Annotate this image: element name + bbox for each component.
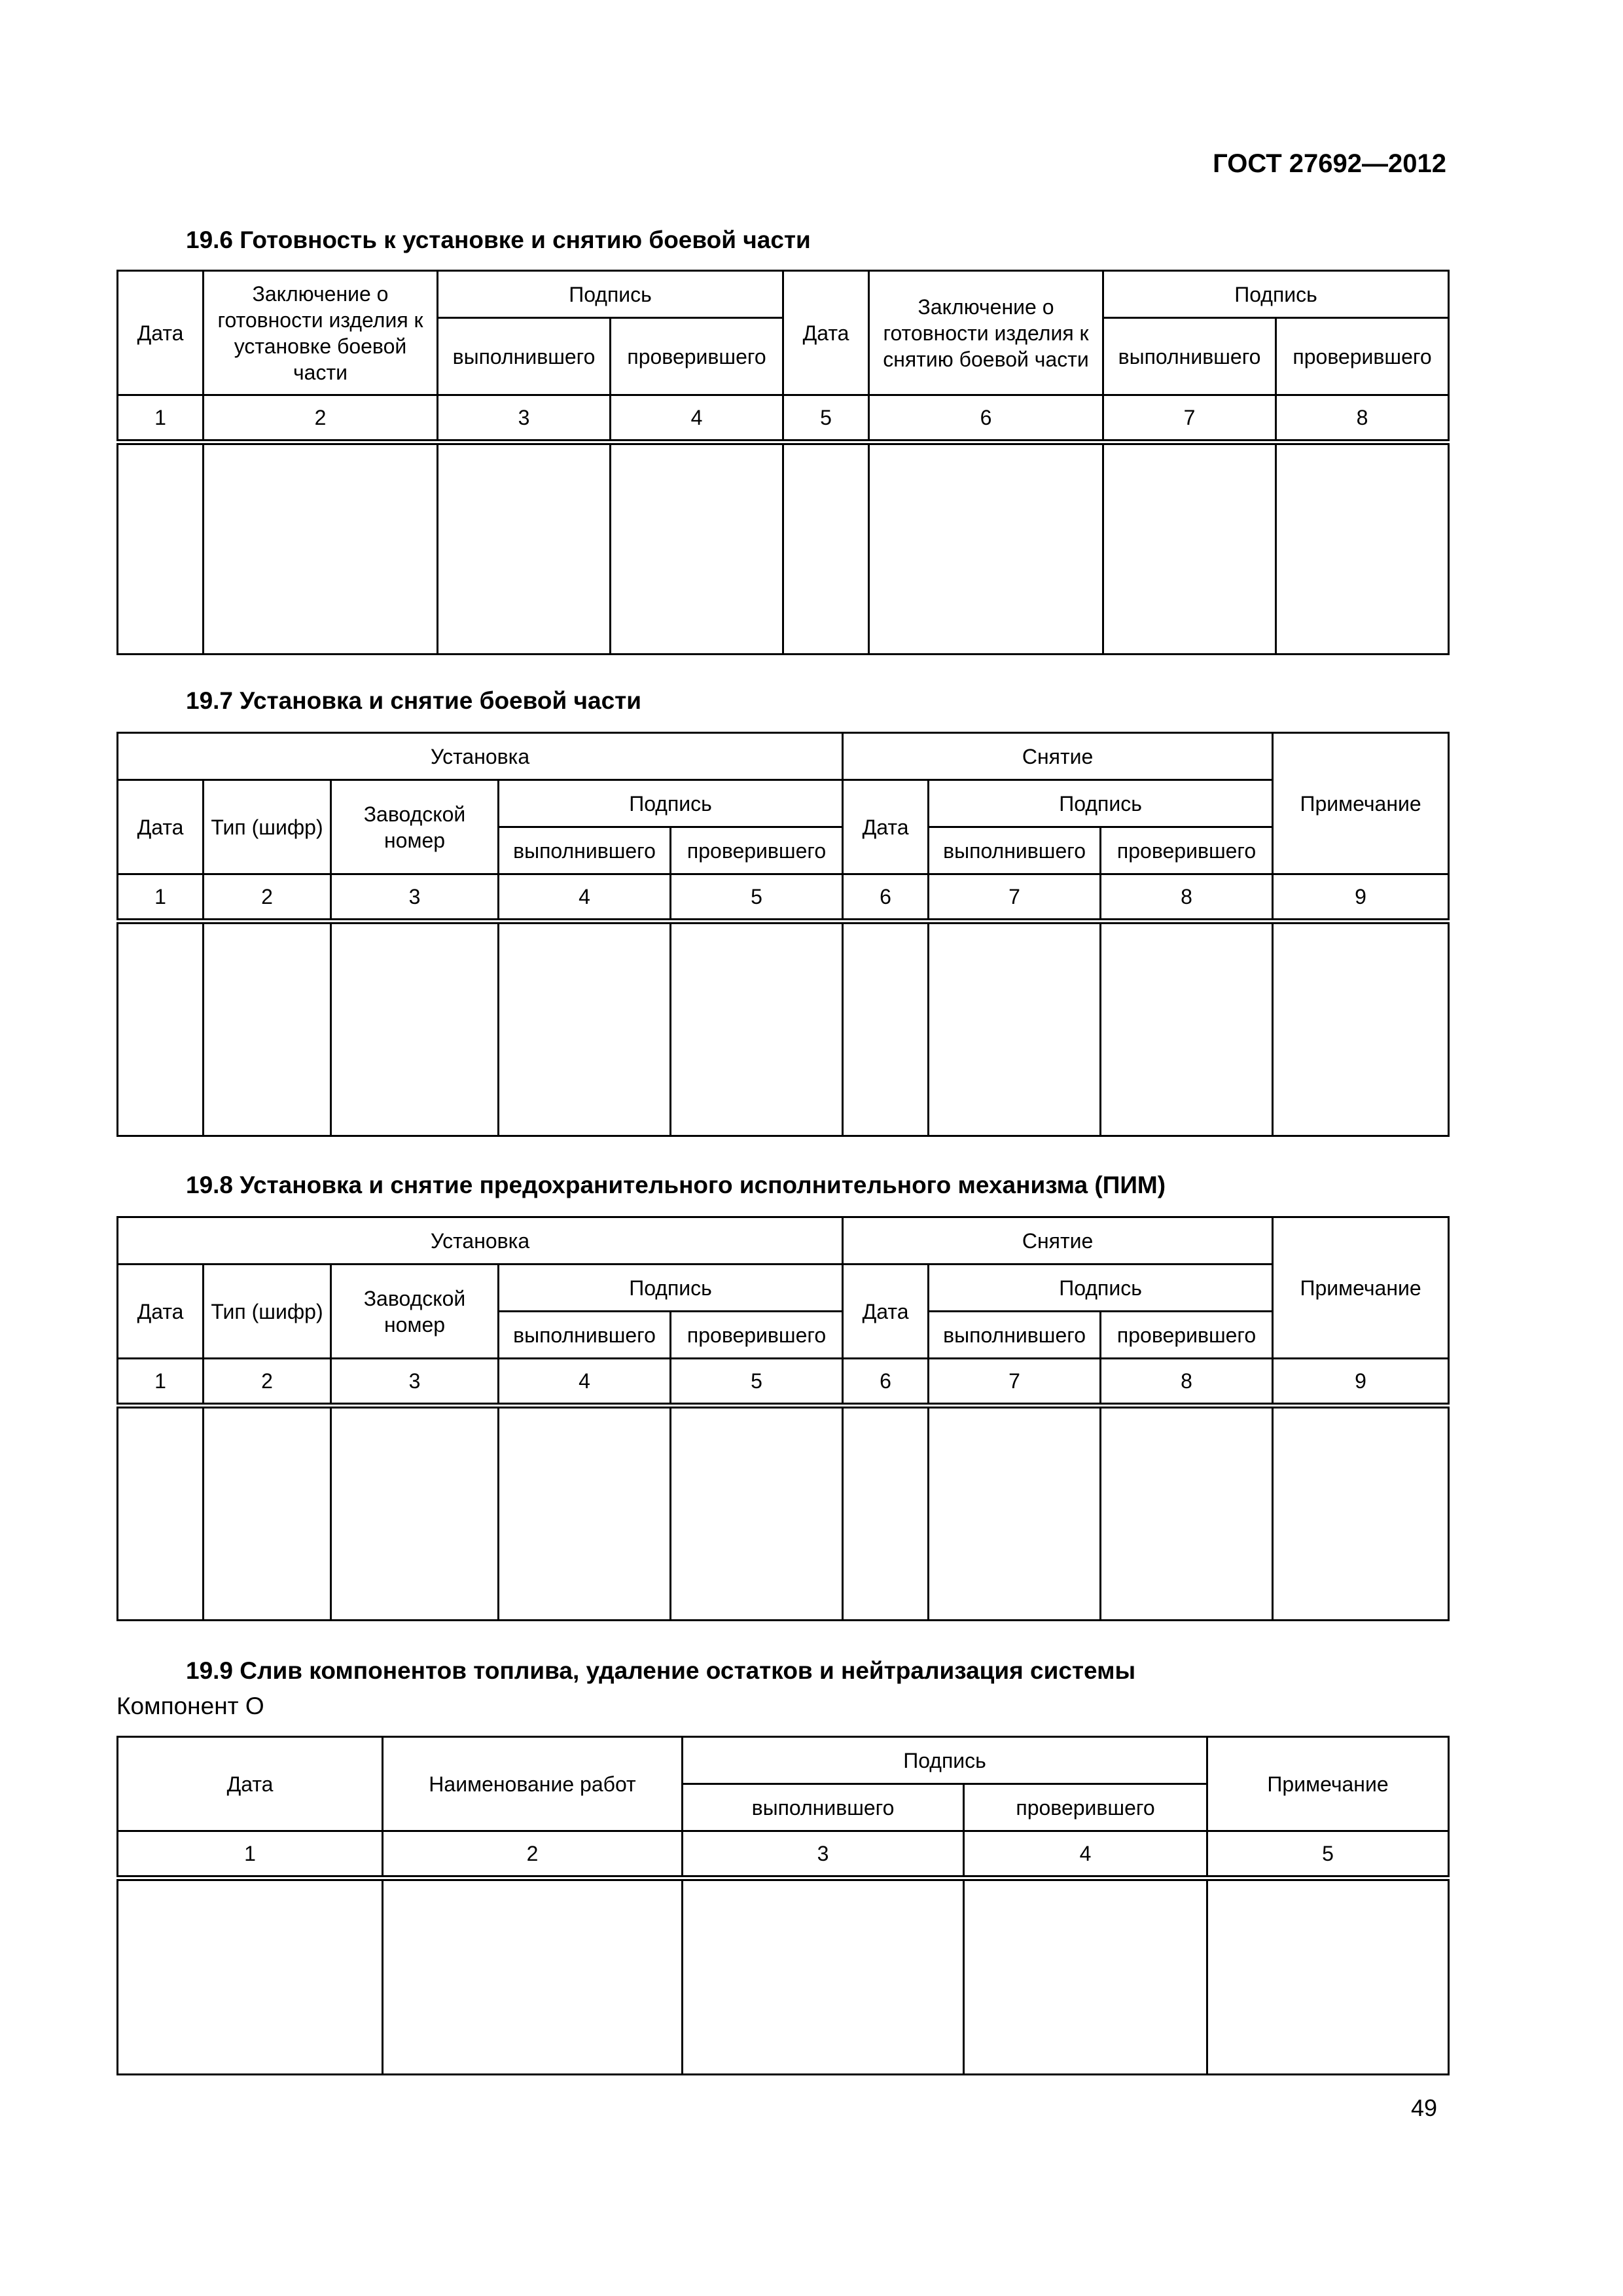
col-number: 4: [499, 1359, 671, 1406]
col-date-header: Дата: [118, 780, 204, 874]
col-remove-conclusion-header: Заключение о готовности изделия к снятию боевой части: [869, 271, 1103, 395]
col-install-conclusion-header: Заключение о готовности изделия к установке боевой части: [204, 271, 438, 395]
col-date-header: Дата: [118, 1737, 383, 1831]
col-signature-header: Подпись: [438, 271, 783, 318]
entry-cell[interactable]: [683, 1878, 964, 2075]
col-serial-header: Заводской номер: [331, 780, 499, 874]
col-checker-header: проверившего: [671, 827, 843, 874]
col-signature-header: Подпись: [1103, 271, 1449, 318]
col-number: 9: [1273, 1359, 1449, 1406]
col-number: 1: [118, 1359, 204, 1406]
col-number: 7: [929, 1359, 1101, 1406]
entry-cell[interactable]: [611, 442, 783, 655]
entry-cell[interactable]: [383, 1878, 683, 2075]
col-performer-header: выполнившего: [929, 827, 1101, 874]
entry-cell[interactable]: [869, 442, 1103, 655]
col-type-header: Тип (шифр): [204, 780, 331, 874]
col-number: 1: [118, 1831, 383, 1878]
table-19-6: [116, 270, 1450, 655]
col-signature-header: Подпись: [683, 1737, 1207, 1784]
col-install-header: Установка: [118, 733, 843, 780]
col-performer-header: выполнившего: [438, 318, 611, 395]
entry-cell[interactable]: [1276, 442, 1449, 655]
col-number: 8: [1101, 1359, 1273, 1406]
col-date-header: Дата: [843, 780, 929, 874]
entry-cell[interactable]: [783, 442, 869, 655]
section-19-7-title: 19.7 Установка и снятие боевой части: [186, 687, 642, 714]
col-performer-header: выполнившего: [499, 1312, 671, 1359]
col-number: 3: [683, 1831, 964, 1878]
col-number: 8: [1276, 395, 1449, 442]
col-date-header: Дата: [118, 271, 204, 395]
entry-cell[interactable]: [118, 442, 204, 655]
col-number: 4: [499, 874, 671, 922]
col-number: 5: [671, 874, 843, 922]
entry-cell[interactable]: [1207, 1878, 1449, 2075]
col-number: 5: [783, 395, 869, 442]
entry-cell[interactable]: [671, 1406, 843, 1621]
col-checker-header: проверившего: [1276, 318, 1449, 395]
col-number: 4: [964, 1831, 1207, 1878]
col-note-header: Примечание: [1273, 733, 1449, 874]
col-checker-header: проверившего: [671, 1312, 843, 1359]
entry-cell[interactable]: [929, 1406, 1101, 1621]
entry-cell[interactable]: [843, 1406, 929, 1621]
col-number: 7: [929, 874, 1101, 922]
col-performer-header: выполнившего: [1103, 318, 1276, 395]
page-number: 49: [1410, 2094, 1437, 2121]
col-number: 2: [204, 395, 438, 442]
entry-cell[interactable]: [204, 1406, 331, 1621]
col-note-header: Примечание: [1273, 1217, 1449, 1359]
entry-cell[interactable]: [331, 1406, 499, 1621]
col-checker-header: проверившего: [611, 318, 783, 395]
entry-cell[interactable]: [118, 922, 204, 1136]
col-performer-header: выполнившего: [499, 827, 671, 874]
col-number: 6: [869, 395, 1103, 442]
entry-cell[interactable]: [204, 442, 438, 655]
standard-code: ГОСТ 27692—2012: [1213, 149, 1446, 178]
col-number: 8: [1101, 874, 1273, 922]
col-number: 1: [118, 874, 204, 922]
col-performer-header: выполнившего: [929, 1312, 1101, 1359]
entry-cell[interactable]: [843, 922, 929, 1136]
col-work-name-header: Наименование работ: [383, 1737, 683, 1831]
entry-cell[interactable]: [499, 922, 671, 1136]
entry-cell[interactable]: [1101, 922, 1273, 1136]
col-signature-header: Подпись: [499, 1265, 843, 1312]
table-19-7: [116, 732, 1450, 1137]
col-number: 3: [331, 1359, 499, 1406]
col-performer-header: выполнившего: [683, 1784, 964, 1831]
col-removal-header: Снятие: [843, 1217, 1273, 1265]
col-number: 4: [611, 395, 783, 442]
col-number: 2: [204, 874, 331, 922]
col-number: 2: [383, 1831, 683, 1878]
col-number: 5: [671, 1359, 843, 1406]
component-label: Компонент О: [116, 1693, 264, 1719]
col-number: 5: [1207, 1831, 1449, 1878]
col-number: 2: [204, 1359, 331, 1406]
col-signature-header: Подпись: [929, 780, 1273, 827]
entry-cell[interactable]: [671, 922, 843, 1136]
col-type-header: Тип (шифр): [204, 1265, 331, 1359]
col-note-header: Примечание: [1207, 1737, 1449, 1831]
col-checker-header: проверившего: [964, 1784, 1207, 1831]
entry-cell[interactable]: [964, 1878, 1207, 2075]
table-19-9: [116, 1736, 1450, 2075]
entry-cell[interactable]: [118, 1878, 383, 2075]
col-number: 3: [438, 395, 611, 442]
col-date-header: Дата: [118, 1265, 204, 1359]
col-number: 7: [1103, 395, 1276, 442]
entry-cell[interactable]: [1103, 442, 1276, 655]
entry-cell[interactable]: [438, 442, 611, 655]
entry-cell[interactable]: [1101, 1406, 1273, 1621]
col-number: 1: [118, 395, 204, 442]
col-removal-header: Снятие: [843, 733, 1273, 780]
col-signature-header: Подпись: [499, 780, 843, 827]
col-number: 3: [331, 874, 499, 922]
entry-cell[interactable]: [1273, 922, 1449, 1136]
col-serial-header: Заводской номер: [331, 1265, 499, 1359]
col-date-header: Дата: [783, 271, 869, 395]
col-date-header: Дата: [843, 1265, 929, 1359]
entry-cell[interactable]: [929, 922, 1101, 1136]
col-checker-header: проверившего: [1101, 827, 1273, 874]
col-signature-header: Подпись: [929, 1265, 1273, 1312]
entry-cell[interactable]: [204, 922, 331, 1136]
table-19-8: [116, 1216, 1450, 1621]
col-number: 6: [843, 874, 929, 922]
entry-cell[interactable]: [118, 1406, 204, 1621]
col-install-header: Установка: [118, 1217, 843, 1265]
entry-cell[interactable]: [499, 1406, 671, 1621]
section-19-9-title: 19.9 Слив компонентов топлива, удаление остатков и нейтрализация системы: [186, 1657, 1136, 1684]
col-number: 6: [843, 1359, 929, 1406]
col-checker-header: проверившего: [1101, 1312, 1273, 1359]
col-number: 9: [1273, 874, 1449, 922]
section-19-8-title: 19.8 Установка и снятие предохранительного исполнительного механизма (ПИМ): [186, 1172, 1166, 1198]
entry-cell[interactable]: [1273, 1406, 1449, 1621]
section-19-6-title: 19.6 Готовность к установке и снятию боевой части: [186, 226, 811, 253]
entry-cell[interactable]: [331, 922, 499, 1136]
